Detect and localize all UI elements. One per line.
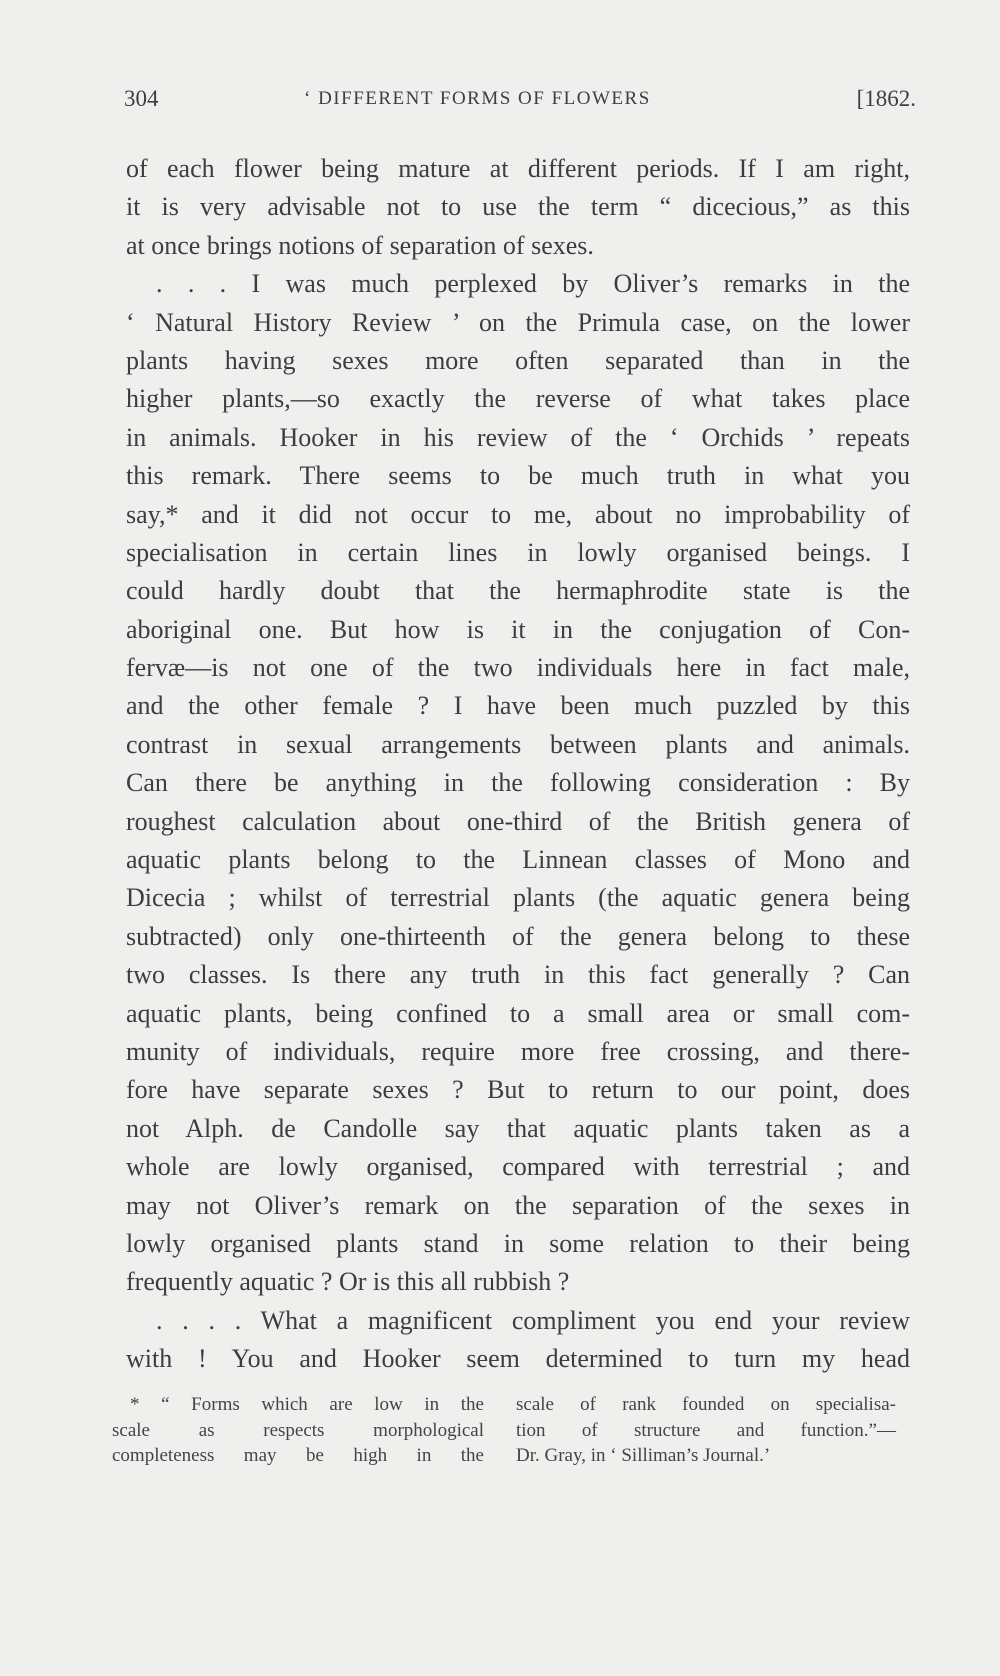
text-line: fore have separate sexes ? But to return to our point, does bbox=[126, 1075, 910, 1105]
text-line: plants having sexes more often separated than in the bbox=[126, 345, 910, 375]
body-text bbox=[126, 150, 910, 1379]
text-line: two classes. Is there any truth in this fact generally ? Can bbox=[126, 960, 910, 990]
text-line: may not Oliver’s remark on the separation of the sexes in bbox=[126, 1190, 910, 1220]
text-line: subtracted) only one-thirteenth of the genera belong to these bbox=[126, 921, 910, 951]
page-number: 304 bbox=[124, 86, 159, 111]
footnote-line: * “ Forms which are low in the bbox=[130, 1394, 484, 1415]
running-title: ‘ DIFFERENT FORMS OF FLOWERS bbox=[304, 88, 651, 109]
text-line: . . . . What a magnificent compliment you end your review bbox=[156, 1305, 910, 1335]
text-line: frequently aquatic ? Or is this all rubbish ? bbox=[126, 1267, 570, 1297]
text-line: could hardly doubt that the hermaphrodite state is the bbox=[126, 576, 910, 606]
text-line: ‘ Natural History Review ’ on the Primula case, on the lower bbox=[126, 307, 910, 337]
text-line: whole are lowly organised, compared with terrestrial ; and bbox=[126, 1152, 910, 1182]
text-line: fervæ—is not one of the two individuals here in fact male, bbox=[126, 653, 910, 683]
text-line: aboriginal one. But how is it in the conjugation of Con- bbox=[126, 614, 910, 644]
text-line: at once brings notions of separation of sexes. bbox=[126, 230, 594, 260]
text-line: lowly organised plants stand in some relation to their being bbox=[126, 1228, 910, 1258]
text-line: say,* and it did not occur to me, about no improbability of bbox=[126, 499, 910, 529]
text-line: . . . I was much perplexed by Oliver’s remarks in the bbox=[156, 269, 910, 299]
footnote-line: Dr. Gray, in ‘ Silliman’s Journal.’ bbox=[516, 1445, 771, 1466]
text-line: with ! You and Hooker seem determined to turn my head bbox=[126, 1344, 910, 1374]
text-line: Can there be anything in the following consideration : By bbox=[126, 768, 910, 798]
text-line: roughest calculation about one-third of the British genera of bbox=[126, 806, 910, 836]
text-line: munity of individuals, require more free crossing, and there- bbox=[126, 1036, 910, 1066]
running-header bbox=[124, 86, 916, 120]
text-line: not Alph. de Candolle say that aquatic plants taken as a bbox=[126, 1113, 910, 1143]
text-line: contrast in sexual arrangements between plants and animals. bbox=[126, 729, 910, 759]
text-line: aquatic plants, being confined to a small area or small com- bbox=[126, 998, 910, 1028]
header-year: [1862. bbox=[856, 86, 916, 111]
text-line: and the other female ? I have been much puzzled by this bbox=[126, 691, 910, 721]
footnote-right-column bbox=[516, 1392, 896, 1469]
text-line: it is very advisable not to use the term “ dicecious,” as this bbox=[126, 192, 910, 222]
text-line: in animals. Hooker in his review of the ‘ Orchids ’ repeats bbox=[126, 422, 910, 452]
text-line: higher plants,—so exactly the reverse of what takes place bbox=[126, 384, 910, 414]
footnote-left-column bbox=[112, 1392, 484, 1469]
text-line: Dicecia ; whilst of terrestrial plants (the aquatic genera being bbox=[126, 883, 910, 913]
footnote-line: tion of structure and function.”— bbox=[516, 1419, 896, 1441]
text-line: of each flower being mature at different periods. If I am right, bbox=[126, 154, 910, 183]
text-line: this remark. There seems to be much truth in what you bbox=[126, 461, 910, 491]
text-line: specialisation in certain lines in lowly organised beings. I bbox=[126, 537, 910, 567]
footnote-line: scale of rank founded on specialisa- bbox=[516, 1394, 896, 1415]
text-line: aquatic plants belong to the Linnean classes of Mono and bbox=[126, 845, 910, 875]
footnote-line: scale as respects morphological bbox=[112, 1419, 484, 1441]
footnote-line: completeness may be high in the bbox=[112, 1445, 484, 1466]
